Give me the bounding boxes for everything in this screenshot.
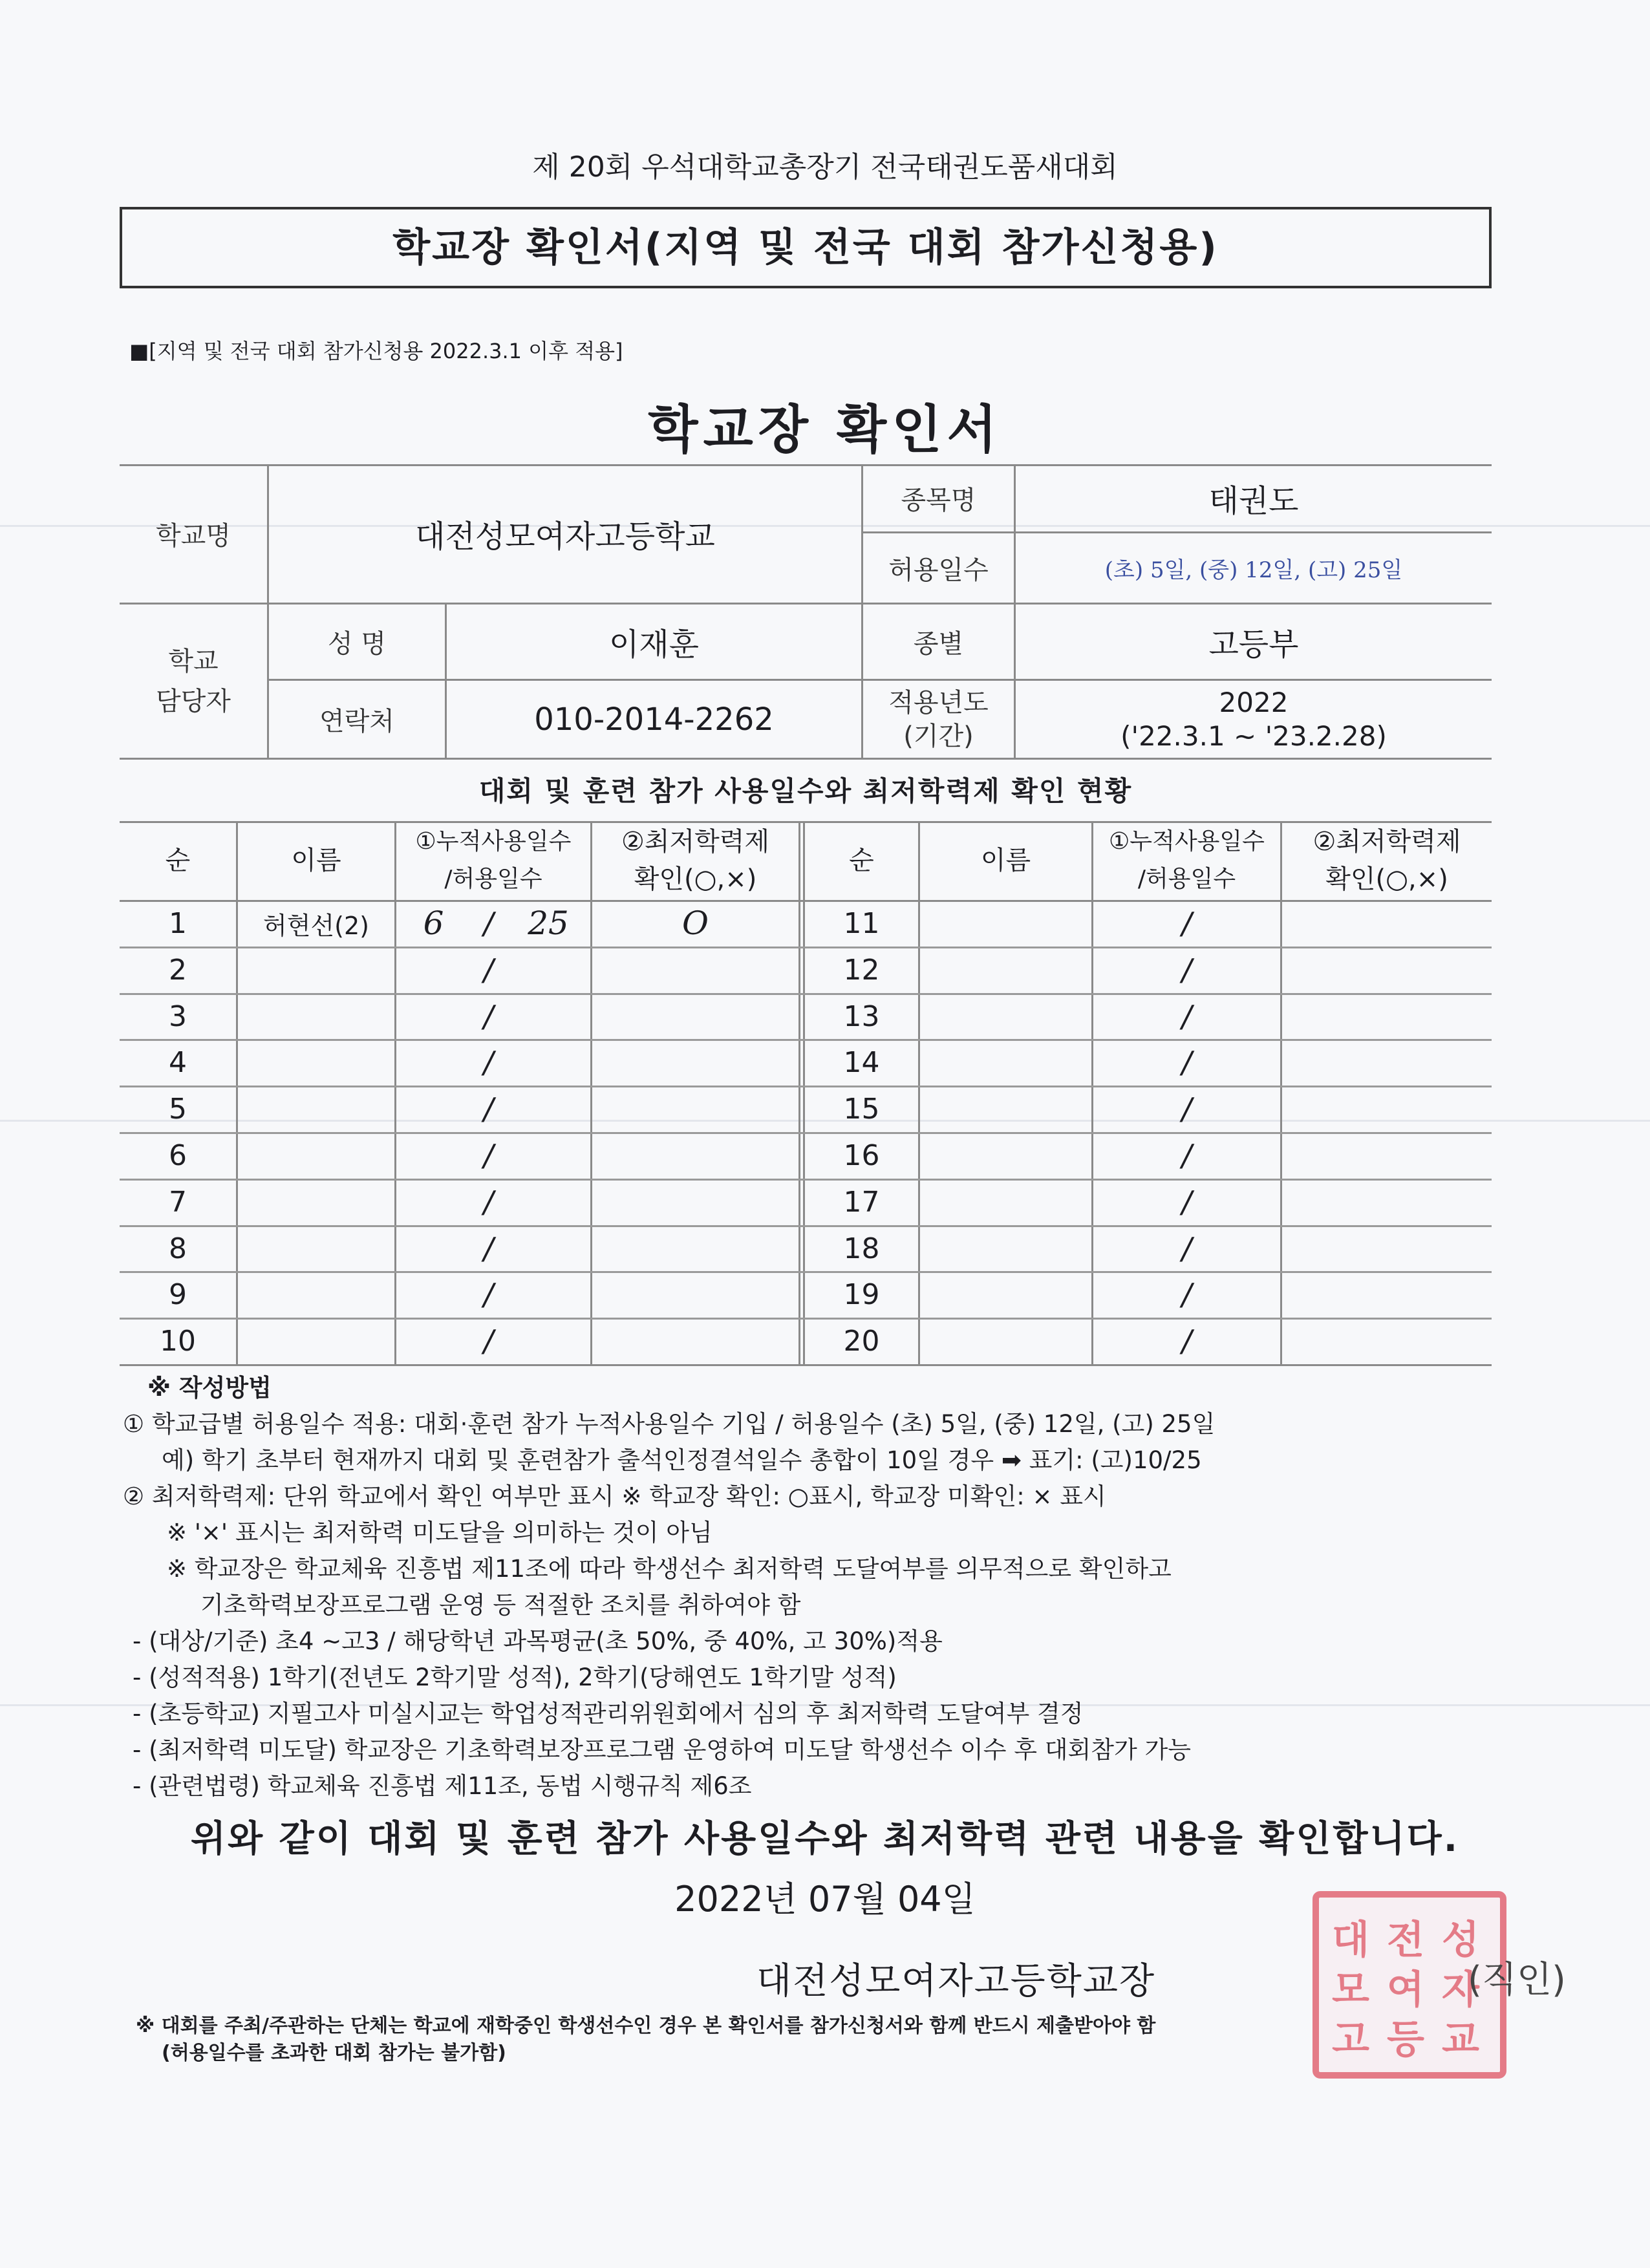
academic-check bbox=[592, 1271, 798, 1318]
instruction-line: ※ 학교장은 학교체육 진흥법 제11조에 따라 학생선수 최저학력 도달여부를 의무적으로 확인하고 bbox=[167, 1555, 1172, 1583]
student-name bbox=[238, 993, 394, 1040]
allowed-days-label: 허용일수 bbox=[888, 555, 989, 585]
footer-note: ※ 대회를 주최/주관하는 단체는 학교에 재학중인 학생선수인 경우 본 확인서를 참가신청서와 함께 반드시 제출받아야 함 bbox=[136, 2015, 1156, 2037]
row-number: 7 bbox=[169, 1185, 187, 1219]
days-separator: / bbox=[1181, 1184, 1192, 1219]
used-days bbox=[396, 1271, 471, 1318]
year-value: 2022 ('22.3.1 ~ '23.2.28) bbox=[1120, 686, 1387, 752]
student-name bbox=[920, 1271, 1091, 1318]
row-number: 19 bbox=[843, 1278, 880, 1311]
student-name bbox=[920, 993, 1091, 1040]
academic-check bbox=[592, 947, 798, 993]
instruction-line: - (관련법령) 학교체육 진흥법 제11조, 동법 시행규칙 제6조 bbox=[133, 1772, 752, 1800]
header-no-left: 순 bbox=[165, 846, 191, 875]
academic-check bbox=[1282, 1039, 1492, 1086]
row-number: 15 bbox=[843, 1092, 880, 1126]
year-label: 적용년도 (기간) bbox=[888, 687, 989, 751]
used-days bbox=[396, 1318, 471, 1364]
academic-check bbox=[1282, 947, 1492, 993]
student-name bbox=[238, 1179, 394, 1225]
instruction-line: ※ '×' 표시는 최저학력 미도달을 의미하는 것이 아님 bbox=[167, 1519, 712, 1546]
days-separator: / bbox=[1181, 1138, 1192, 1173]
student-name bbox=[920, 1225, 1091, 1272]
issue-date: 2022년 07월 04일 bbox=[674, 1879, 976, 1920]
academic-check bbox=[1282, 1271, 1492, 1318]
student-name bbox=[920, 1179, 1091, 1225]
days-separator: / bbox=[1181, 1277, 1192, 1312]
academic-check bbox=[1282, 900, 1492, 947]
footer-note: (허용일수를 초과한 대회 참가는 불가함) bbox=[162, 2042, 506, 2064]
academic-check bbox=[1282, 1132, 1492, 1179]
student-name bbox=[920, 1318, 1091, 1364]
row-number: 1 bbox=[169, 906, 187, 940]
principal-signature-line: 대전성모여자고등학교장 bbox=[756, 1960, 1156, 2002]
row-number: 12 bbox=[843, 953, 880, 987]
allowed-days bbox=[506, 947, 590, 993]
student-name: 허현선(2) bbox=[263, 911, 369, 940]
academic-check bbox=[592, 1132, 798, 1179]
allowed-days-value: (초) 5일, (중) 12일, (고) 25일 bbox=[1104, 557, 1403, 583]
used-days bbox=[396, 1086, 471, 1132]
student-name bbox=[238, 1271, 394, 1318]
student-name bbox=[238, 1225, 394, 1272]
used-days bbox=[396, 947, 471, 993]
academic-check bbox=[1282, 1086, 1492, 1132]
days-separator: / bbox=[483, 1091, 494, 1126]
name-label: 성 명 bbox=[328, 629, 386, 659]
allowed-days bbox=[506, 1179, 590, 1225]
days-separator: / bbox=[1181, 999, 1192, 1034]
row-number: 20 bbox=[843, 1324, 880, 1358]
allowed-days bbox=[506, 1039, 590, 1086]
header-no-right: 순 bbox=[849, 846, 874, 875]
instruction-line: ① 학교급별 허용일수 적용: 대회·훈련 참가 누적사용일수 기입 / 허용일수 (초) 5일, (중) 12일, (고) 25일 bbox=[123, 1410, 1216, 1438]
row-number: 17 bbox=[843, 1185, 880, 1219]
official-seal: 대 전 성 모 여 자 고 등 교 bbox=[1312, 1891, 1506, 2079]
instruction-line: 예) 학기 초부터 현재까지 대회 및 훈련참가 출석인정결석일수 총합이 10일 경우 ➡ 표기: (고)10/25 bbox=[162, 1446, 1202, 1474]
academic-check bbox=[592, 1225, 798, 1272]
used-days: 6 bbox=[423, 904, 444, 942]
instructions-heading: ※ 작성방법 bbox=[147, 1374, 272, 1402]
name-value: 이재훈 bbox=[608, 626, 700, 663]
header-name-right: 이름 bbox=[980, 846, 1031, 875]
sport-value: 태권도 bbox=[1208, 482, 1299, 519]
instruction-line: - (대상/기준) 초4 ~고3 / 해당학년 과목평균(초 50%, 중 40%, 고 30%)적용 bbox=[133, 1627, 943, 1655]
used-days bbox=[396, 1132, 471, 1179]
row-number: 13 bbox=[843, 1000, 880, 1033]
allowed-days bbox=[506, 1271, 590, 1318]
academic-check: O bbox=[682, 904, 709, 942]
used-days bbox=[396, 993, 471, 1040]
student-name bbox=[238, 1132, 394, 1179]
header-check-right: ②최저학력제 확인(○,×) bbox=[1312, 827, 1461, 894]
seal-label: (직인) bbox=[1468, 1959, 1566, 2001]
days-separator: / bbox=[483, 952, 494, 987]
academic-check bbox=[592, 1039, 798, 1086]
instruction-line: - (초등학교) 지필고사 미실시교는 학업성적관리위원회에서 심의 후 최저학력 도달여부 결정 bbox=[133, 1700, 1084, 1728]
days-separator: / bbox=[483, 1138, 494, 1173]
days-separator: / bbox=[483, 999, 494, 1034]
division-value: 고등부 bbox=[1208, 626, 1299, 663]
days-separator: / bbox=[483, 1323, 494, 1358]
student-name bbox=[920, 900, 1091, 947]
days-separator: / bbox=[483, 906, 494, 941]
school-label: 학교명 bbox=[156, 520, 231, 551]
document-title-box: 학교장 확인서(지역 및 전국 대회 참가신청용) bbox=[120, 207, 1492, 288]
school-value: 대전성모여자고등학교 bbox=[415, 518, 715, 555]
row-number: 9 bbox=[169, 1278, 187, 1311]
phone-value: 010-2014-2262 bbox=[534, 701, 774, 738]
used-days bbox=[396, 1179, 471, 1225]
days-separator: / bbox=[1181, 1231, 1192, 1266]
allowed-days bbox=[506, 993, 590, 1040]
used-days bbox=[396, 1039, 471, 1086]
row-number: 11 bbox=[843, 906, 880, 940]
academic-check bbox=[1282, 1318, 1492, 1364]
instruction-line: - (최저학력 미도달) 학교장은 기초학력보장프로그램 운영하여 미도달 학생선수 이수 후 대회참가 가능 bbox=[133, 1736, 1192, 1764]
allowed-days bbox=[506, 1086, 590, 1132]
days-separator: / bbox=[483, 1045, 494, 1080]
academic-check bbox=[592, 1179, 798, 1225]
student-name bbox=[238, 1039, 394, 1086]
student-name bbox=[920, 1039, 1091, 1086]
days-separator: / bbox=[1181, 952, 1192, 987]
row-number: 16 bbox=[843, 1139, 880, 1172]
days-separator: / bbox=[483, 1277, 494, 1312]
applicability-note: ■[지역 및 전국 대회 참가신청용 2022.3.1 이후 적용] bbox=[129, 339, 623, 363]
student-name bbox=[238, 1318, 394, 1364]
row-number: 10 bbox=[160, 1324, 196, 1358]
allowed-days: 25 bbox=[528, 904, 569, 942]
days-separator: / bbox=[1181, 1045, 1192, 1080]
allowed-days bbox=[506, 1225, 590, 1272]
row-number: 2 bbox=[169, 953, 187, 987]
days-separator: / bbox=[483, 1184, 494, 1219]
row-number: 18 bbox=[843, 1232, 880, 1265]
event-title: 제 20회 우석대학교총장기 전국태권도품새대회 bbox=[532, 151, 1118, 184]
student-name bbox=[238, 1086, 394, 1132]
row-number: 4 bbox=[169, 1045, 187, 1079]
sport-label: 종목명 bbox=[901, 485, 976, 515]
row-number: 8 bbox=[169, 1232, 187, 1265]
contact-person-label: 학교 담당자 bbox=[156, 646, 231, 716]
allowed-days bbox=[506, 1318, 590, 1364]
days-separator: / bbox=[483, 1231, 494, 1266]
allowed-days bbox=[506, 1132, 590, 1179]
instruction-line: - (성적적용) 1학기(전년도 2학기말 성적), 2학기(당해연도 1학기말 성적) bbox=[133, 1664, 897, 1691]
row-number: 3 bbox=[169, 1000, 187, 1033]
student-name bbox=[920, 1086, 1091, 1132]
form-title: 학교장 확인서 bbox=[648, 400, 1002, 460]
student-name bbox=[920, 1132, 1091, 1179]
row-number: 14 bbox=[843, 1045, 880, 1079]
instruction-line: ② 최저학력제: 단위 학교에서 확인 여부만 표시 ※ 학교장 확인: ○표시, 학교장 미확인: × 표시 bbox=[123, 1482, 1106, 1510]
header-check-left: ②최저학력제 확인(○,×) bbox=[621, 827, 770, 894]
academic-check bbox=[592, 1318, 798, 1364]
student-name bbox=[920, 947, 1091, 993]
days-separator: / bbox=[1181, 906, 1192, 941]
row-number: 6 bbox=[169, 1139, 187, 1172]
header-name-left: 이름 bbox=[291, 846, 341, 875]
academic-check bbox=[1282, 1225, 1492, 1272]
used-days bbox=[396, 1225, 471, 1272]
academic-check bbox=[592, 1086, 798, 1132]
academic-check bbox=[592, 993, 798, 1040]
instruction-line: 기초학력보장프로그램 운영 등 적절한 조치를 취하여야 함 bbox=[200, 1591, 801, 1619]
phone-label: 연락처 bbox=[319, 707, 394, 736]
status-section-title: 대회 및 훈련 참가 사용일수와 최저학력제 확인 현황 bbox=[478, 775, 1133, 807]
header-days-left: ①누적사용일수 /허용일수 bbox=[415, 828, 572, 892]
academic-check bbox=[1282, 993, 1492, 1040]
academic-check bbox=[1282, 1179, 1492, 1225]
declaration: 위와 같이 대회 및 훈련 참가 사용일수와 최저학력 관련 내용을 확인합니다. bbox=[190, 1818, 1460, 1860]
days-separator: / bbox=[1181, 1323, 1192, 1358]
student-name bbox=[238, 947, 394, 993]
header-days-right: ①누적사용일수 /허용일수 bbox=[1109, 828, 1265, 892]
row-number: 5 bbox=[169, 1092, 187, 1126]
days-separator: / bbox=[1181, 1091, 1192, 1126]
division-label: 종별 bbox=[913, 629, 964, 659]
